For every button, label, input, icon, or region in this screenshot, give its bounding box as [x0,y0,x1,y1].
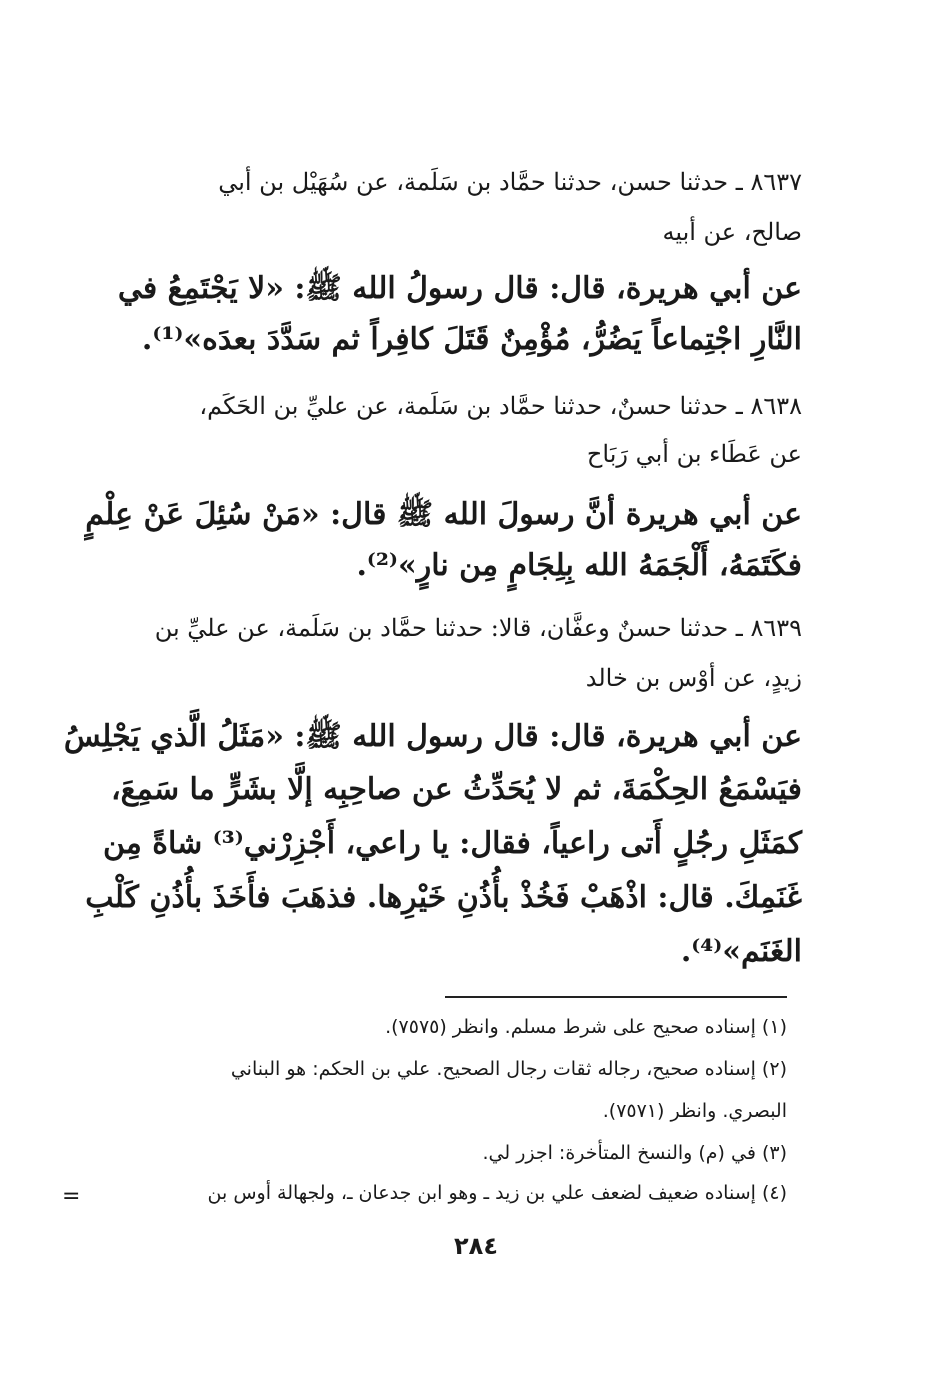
hadith-8638-matn-line-2: فكَتَمَهُ، أَلْجَمَهُ الله بِلِجَامٍ مِن نارٍ»⁽²⁾. [356,548,802,583]
hadith-8637-isnad-line-2: صالح، عن أبيه [662,218,802,246]
hadith-8637-matn-line-2: النَّارِ اجْتِماعاً يَضُرُّ، مُؤْمِنٌ قَتَلَ كافِراً ثم سَدَّدَ بعدَه»⁽¹⁾. [141,322,802,357]
hadith-8639-matn-line-1: عن أبي هريرة، قال: قال رسول الله ﷺ: «مَثَلُ الَّذي يَجْلِسُ [63,719,802,754]
hadith-8639-matn-line-5: الغَنَم»⁽⁴⁾. [680,934,802,969]
page-number: ٢٨٤ [454,1232,498,1260]
hadith-8639-matn-line-3: كمَثَلِ رجُلٍ أَتى راعياً، فقال: يا راعي، أَجْزِرْني⁽³⁾ شاةً مِن [102,826,802,861]
footnote-2-line-2: البصري. وانظر (٧٥٧١). [602,1100,787,1122]
hadith-8639-matn-line-4: غَنَمِكَ. قال: اذْهَبْ فَخُذْ بأُذُنِ خَيْرِها. فذهَبَ فأَخَذَ بأُذُنِ كَلْبِ [85,880,802,915]
footnote-4-line-1: (٤) إسناده ضعيف لضعف علي بن زيد ـ وهو ابن جدعان ـ، ولجهالة أوس بن [207,1182,787,1204]
hadith-8639-matn-line-2: فيَسْمَعُ الحِكْمَةَ، ثم لا يُحَدِّثُ عن صاحِبِه إلَّا بشَرٍّ ما سَمِعَ، [110,772,802,807]
footnote-separator [445,996,787,998]
hadith-8637-isnad-line-1: ٨٦٣٧ ـ حدثنا حسن، حدثنا حمَّاد بن سَلَمة، عن سُهَيْل بن أبي [218,168,802,196]
footnote-2-line-1: (٢) إسناده صحيح، رجاله ثقات رجال الصحيح. علي بن الحكم: هو البناني [230,1058,787,1080]
hadith-8638-isnad-line-2: عن عَطَاء بن أبي رَبَاح [586,440,802,468]
hadith-8637-matn-line-1: عن أبي هريرة، قال: قال رسولُ الله ﷺ: «لا يَجْتَمِعُ في [117,271,802,306]
hadith-8638-isnad-line-1: ٨٦٣٨ ـ حدثنا حسنٌ، حدثنا حمَّاد بن سَلَمة، عن عليِّ بن الحَكَم، [199,392,802,420]
footnote-1: (١) إسناده صحيح على شرط مسلم. وانظر (٧٥٧٥). [385,1016,787,1038]
hadith-8639-isnad-line-2: زيدٍ، عن أوْس بن خالد [585,664,802,692]
footnote-3: (٣) في (م) والنسخ المتأخرة: اجزر لي. [482,1142,787,1164]
hadith-8638-matn-line-1: عن أبي هريرة أنَّ رسولَ الله ﷺ قال: «مَنْ سُئِلَ عَنْ عِلْمٍ [85,497,802,532]
hadith-8639-isnad-line-1: ٨٦٣٩ ـ حدثنا حسنٌ وعفَّان، قالا: حدثنا حمَّاد بن سَلَمة، عن عليِّ بن [154,614,802,642]
continuation-mark: = [62,1184,81,1209]
